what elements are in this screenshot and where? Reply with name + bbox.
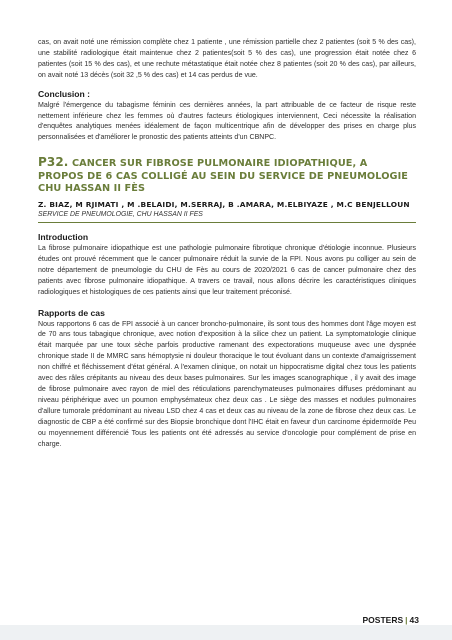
conclusion-text: Malgré l'émergence du tabagisme féminin ces dernières années, la part attribuable de ce facteur de risque reste nettement inférieure chez les femmes où d'autres facteurs étiologiques interviennent, Ceci nécessite la réalisation d'enquêtes analytiques menées idéalement de façon multicentrique afin de développer des prises en charge plus personnalisées et d'améliorer le pronostic des patients atteints d'un CBNPC. xyxy=(38,101,416,142)
introduction-text: La fibrose pulmonaire idiopathique est une pathologie pulmonaire fibrotique chronique d'étiologie inconnue. Plusieurs études ont prouvé récemment que le cancer pulmonaire réduit la survie de la FPI. Nous avons pu colliger au sein de notre département de pneumologie du CHU de Fès au cours de 2020/2021 6 cas de cancer pulmonaire chez des patients avec fibrose pulmonaire idiopathique. A travers ce travail, nous allons décrire les caractéristiques cliniques radiologiques et histologiques de ces patients ainsi que leur traitement préconisé. xyxy=(38,245,416,296)
page-footer xyxy=(0,605,452,640)
results-paragraph: cas, on avait noté une rémission complète chez 1 patiente , une rémission partielle chez 2 patientes (soit 5 % des cas), une stabilité radiologique était maintenue chez 2 patientes(soit 5 % des cas), une progression était notée chez 6 patientes (soit 15 % des cas), et une rechute métastatique était notée chez 8 patientes (soit 20 % des cas), par ailleurs, on avait noté 13 décès (soit 32 ,5 % des cas) et 14 cas perdus de vue. xyxy=(38,39,416,79)
introduction-heading: Introduction xyxy=(38,232,89,243)
footer-section-label: POSTERS xyxy=(362,615,404,625)
conclusion-heading: Conclusion : xyxy=(38,88,91,99)
footer-separator: | xyxy=(405,615,408,625)
poster-title-text: CANCER SUR FIBROSE PULMONAIRE IDIOPATHIQUE, A PROPOS DE 6 CAS COLLIGÉ AU SEIN DU SERVICE DE PNEUMOLOGIE CHU HASSAN II FÈS xyxy=(38,158,409,195)
poster-header xyxy=(38,156,416,223)
case-reports-heading: Rapports de cas xyxy=(38,307,105,318)
footer-label xyxy=(363,615,419,625)
poster-title xyxy=(38,156,416,196)
case-reports-text: Nous rapportons 6 cas de FPI associé à un cancer broncho-pulmonaire, ils sont tous des hommes dont l'âge moyen est de 70 ans tous tabagique chronique, avec notion d'exposition à la silice chez un patient. La symptomatologie clinique était marquée par une toux sèche parfois productive ramenant des expectorations muqueuse avec une dyspnée chronique stade II de MMRC sans hémoptysie ni douleur thoracique le tout évoluant dans un contexte d'amaigrissement non chiffré et fléchissement d'état général. A l'examen clinique, on notait un hippocratisme digital chez tous les patients avec des râles crépitants au niveau des deux bases pulmonaires. Sur les images scanographique , il y avait des image de fibrose pulmonaire avec rayon de miel des réticulations parenchymateuses pulmonaires diffuses prédominant au niveau périphérique avec un poumon emphysémateux chez deux cas . Le siège des masses et nodules pulmonaires d'allure tumorale prédominant au niveau LSD chez 4 cas et deux cas au niveau de la zone de fibrose chez deux cas. Le diagnostic de CBP a été confirmé sur des Biopsie bronchique dont l'IHC était en faveur d'un carcinome épidermoïde Peu ou moyennement différencié Tous les patients ont été adressés au service d'oncologie pour complément de prise en charge. xyxy=(38,320,416,448)
section-divider xyxy=(38,222,416,223)
page-number: 43 xyxy=(409,615,419,625)
footer-band xyxy=(0,625,452,640)
poster-number: P32. xyxy=(38,155,69,170)
page-content xyxy=(38,38,416,450)
poster-affiliation: SERVICE DE PNEUMOLOGIE, CHU HASSAN II FES xyxy=(38,211,203,219)
poster-authors: Z. BIAZ, M RJIMATI , M .BELAIDI, M.SERRAJ, B .AMARA, M.ELBIYAZE , M.C BENJELLOUN xyxy=(38,200,410,210)
